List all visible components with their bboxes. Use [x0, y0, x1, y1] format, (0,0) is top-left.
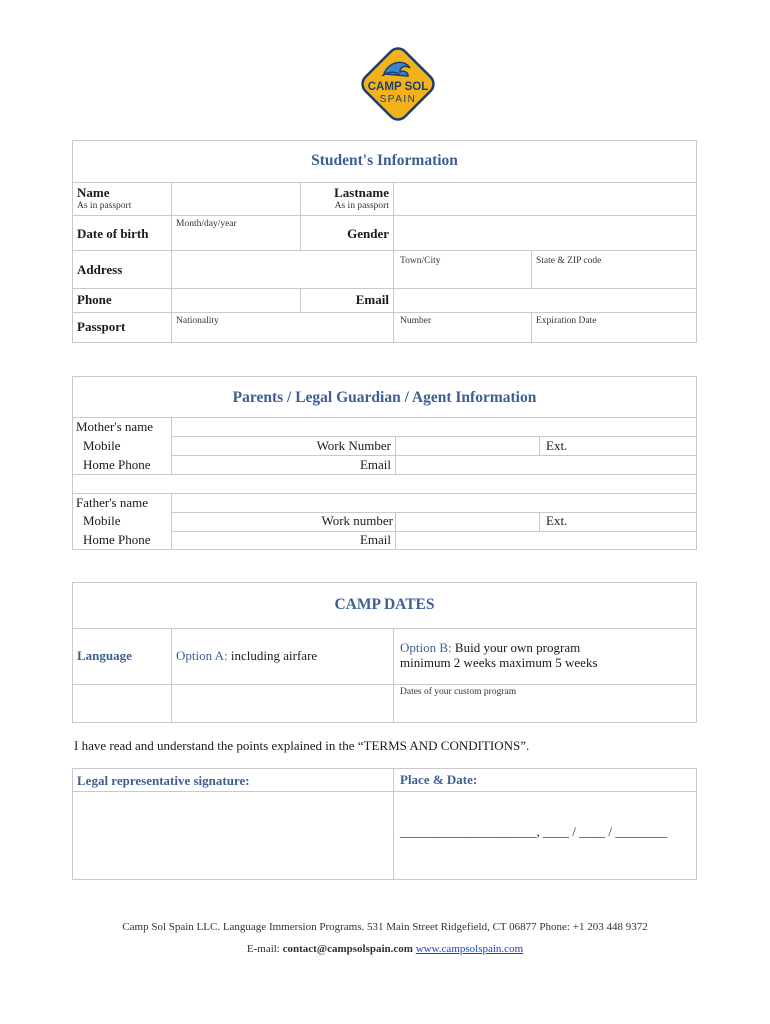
option-b[interactable] — [400, 640, 580, 656]
footer-email-prefix: E-mail: — [246, 943, 280, 955]
email-label: Email — [355, 292, 389, 307]
lastname-input[interactable] — [394, 183, 696, 215]
parents-info-title: Parents / Legal Guardian / Agent Information — [232, 389, 537, 406]
father-email-input[interactable] — [396, 532, 696, 550]
father-home-phone-label: Home Phone — [83, 532, 151, 547]
mother-work-number-input[interactable] — [396, 437, 538, 455]
dob-input[interactable] — [172, 216, 299, 250]
expiration-date-input[interactable] — [532, 313, 696, 342]
option-b-duration: minimum 2 weeks maximum 5 weeks — [400, 655, 598, 670]
father-mobile-input[interactable] — [172, 513, 292, 531]
mother-email-label: Email — [359, 457, 391, 472]
dob-hint: Month/day/year — [176, 219, 237, 229]
father-home-phone-input[interactable] — [172, 532, 292, 550]
email-input[interactable] — [394, 289, 696, 312]
language-input[interactable] — [73, 685, 170, 722]
svg-text:CAMP SOL: CAMP SOL — [367, 81, 429, 93]
father-ext-label: Ext. — [546, 513, 568, 528]
gender-label: Gender — [347, 226, 389, 241]
expiration-date-hint: Expiration Date — [536, 316, 597, 326]
student-info-title: Student's Information — [311, 152, 458, 169]
mother-home-phone-input[interactable] — [172, 456, 292, 474]
option-a-input[interactable] — [172, 685, 392, 722]
custom-dates-input[interactable] — [394, 685, 696, 722]
dob-label: Date of birth — [77, 226, 149, 241]
language-label: Language — [77, 648, 132, 663]
place-date-blank[interactable]: _____________________, ____ / ____ / ________ — [400, 824, 668, 839]
footer-contact — [0, 943, 770, 955]
father-work-number-label: Work number — [321, 513, 393, 528]
footer-website-link[interactable]: www.campsolspain.com — [415, 943, 524, 955]
mother-mobile-input[interactable] — [172, 437, 292, 455]
footer-address: Camp Sol Spain LLC. Language Immersion Programs. 531 Main Street Ridgefield, CT 06877 Phone: +1 203 448 9372 — [122, 921, 648, 933]
mother-name-input[interactable] — [172, 418, 696, 436]
terms-statement: I have read and understand the points explained in the “TERMS AND CONDITIONS”. — [74, 738, 530, 753]
lastname-label: Lastname — [334, 185, 389, 200]
mother-name-label: Mother's name — [76, 419, 154, 434]
phone-input[interactable] — [172, 289, 299, 312]
signature-area[interactable] — [73, 792, 392, 879]
father-mobile-label: Mobile — [83, 513, 121, 528]
passport-number-hint: Number — [400, 316, 432, 326]
mother-ext-label: Ext. — [546, 438, 568, 453]
town-input[interactable] — [394, 251, 530, 288]
camp-dates-title: CAMP DATES — [334, 596, 435, 613]
custom-dates-hint: Dates of your custom program — [400, 687, 517, 697]
passport-label: Passport — [77, 319, 126, 334]
nationality-input[interactable] — [172, 313, 392, 342]
passport-number-input[interactable] — [394, 313, 530, 342]
svg-text:SPAIN: SPAIN — [379, 94, 417, 105]
option-a-text: including airfare — [230, 648, 318, 663]
name-label: Name — [77, 185, 110, 200]
camp-sol-spain-logo — [354, 40, 442, 128]
option-a-label: Option A: — [176, 648, 228, 663]
phone-label: Phone — [77, 292, 112, 307]
town-hint: Town/City — [400, 256, 441, 266]
nationality-hint: Nationality — [176, 316, 219, 326]
mother-work-number-label: Work Number — [316, 438, 391, 453]
option-a[interactable] — [176, 648, 317, 664]
address-input[interactable] — [172, 251, 392, 288]
state-zip-input[interactable] — [532, 251, 696, 288]
father-work-number-input[interactable] — [396, 513, 538, 531]
footer-email[interactable]: contact@campsolspain.com — [282, 943, 413, 955]
address-label: Address — [77, 262, 123, 277]
legal-rep-signature-label: Legal representative signature: — [77, 773, 250, 788]
mother-home-phone-label: Home Phone — [83, 457, 151, 472]
gender-input[interactable] — [394, 216, 696, 250]
father-name-input[interactable] — [172, 494, 696, 512]
name-hint: As in passport — [77, 201, 132, 211]
lastname-hint: As in passport — [334, 201, 389, 211]
mother-email-input[interactable] — [396, 456, 696, 474]
name-input[interactable] — [172, 183, 299, 215]
father-email-label: Email — [359, 532, 391, 547]
place-date-label: Place & Date: — [400, 772, 478, 787]
option-b-text: Buid your own program — [454, 640, 581, 655]
father-name-label: Father's name — [76, 495, 149, 510]
option-b-label: Option B: — [400, 640, 452, 655]
mother-mobile-label: Mobile — [83, 438, 121, 453]
state-zip-hint: State & ZIP code — [536, 256, 602, 266]
